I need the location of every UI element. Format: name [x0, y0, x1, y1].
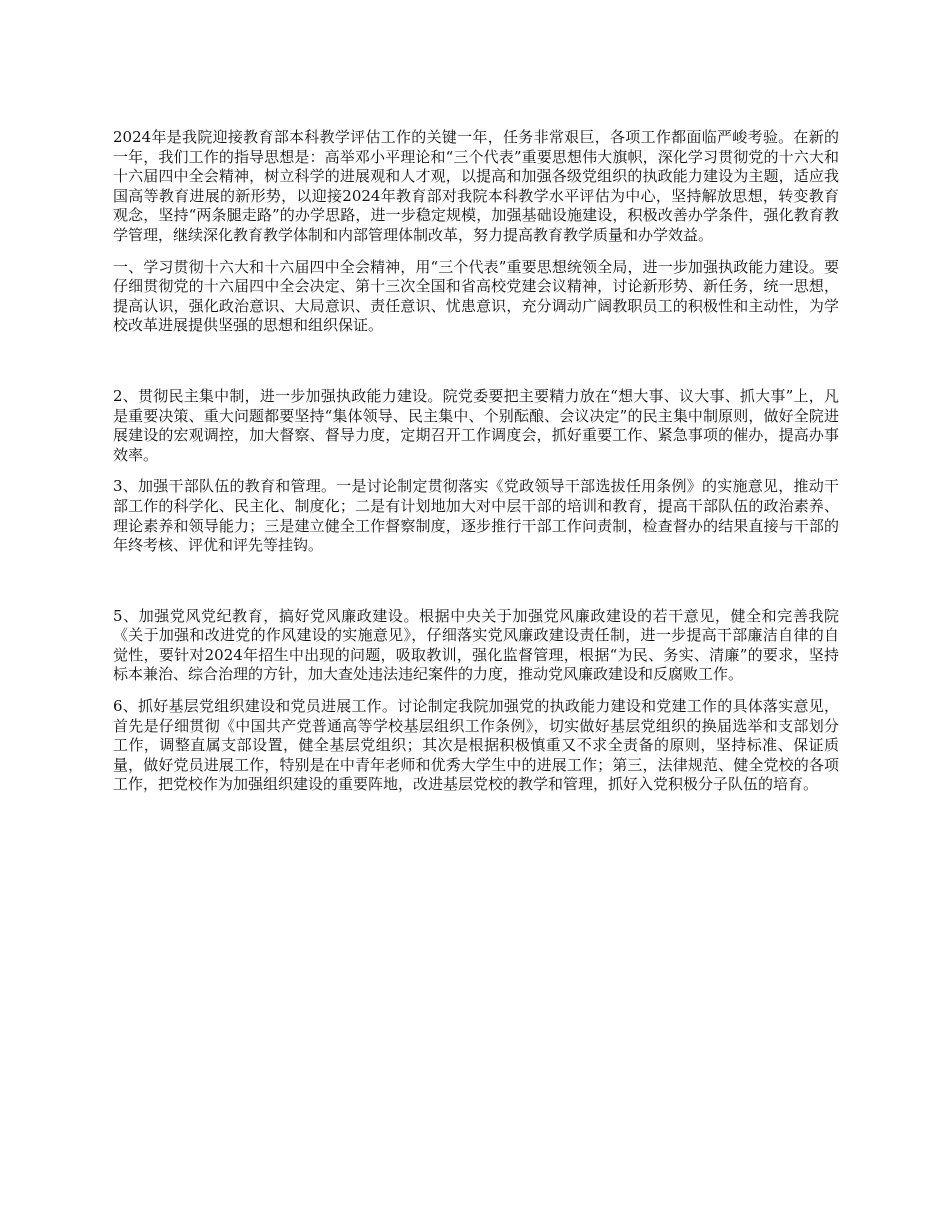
section-6-paragraph: 6、抓好基层党组织建设和党员进展工作。讨论制定我院加强党的执政能力建设和党建工作的具体落实意见，首先是仔细贯彻《中国共产党普通高等学校基层组织工作条例》，切实做好基层党组织的换届选举和支部划分工作，调整直属支部设置，健全基层党组织；其次是根据积极慎重又不求全责备的原则，坚持标准、保证质量，做好党员进展工作，特别是在中青年老师和优秀大学生中的进展工作；第三，法律规范、健全党校的各项工作，把党校作为加强组织建设的重要阵地，改进基层党校的教学和管理，抓好入党积极分子队伍的培育。 [113, 697, 839, 794]
section-5-paragraph: 5、加强党风党纪教育，搞好党风廉政建设。根据中央关于加强党风廉政建设的若干意见，健全和完善我院《关于加强和改进党的作风建设的实施意见》，仔细落实党风廉政建设责任制，进一步提高干部廉洁自律的自觉性，要针对2024年招生中出现的问题，吸取教训，强化监督管理，根据“为民、务实、清廉”的要求，坚持标本兼治、综合治理的方针，加大查处违法违纪案件的力度，推动党风廉政建设和反腐败工作。 [113, 606, 839, 684]
document-body [113, 128, 839, 795]
section-3-paragraph: 3、加强干部队伍的教育和管理。一是讨论制定贯彻落实《党政领导干部选拔任用条例》的实施意见，推动干部工作的科学化、民主化、制度化；二是有计划地加大对中层干部的培训和教育，提高干部队伍的政治素养、理论素养和领导能力；三是建立健全工作督察制度，逐步推行干部工作问责制，检查督办的结果直接与干部的年终考核、评优和评先等挂钩。 [113, 477, 839, 555]
intro-paragraph: 2024年是我院迎接教育部本科教学评估工作的关键一年，任务非常艰巨，各项工作都面临严峻考验。在新的一年，我们工作的指导思想是：高举邓小平理论和“三个代表”重要思想伟大旗帜，深化学习贯彻党的十六大和十六届四中全会精神，树立科学的进展观和人才观，以提高和加强各级党组织的执政能力建设为主题，适应我国高等教育进展的新形势，以迎接2024年教育部对我院本科教学水平评估为中心，坚持解放思想，转变教育观念，坚持“两条腿走路”的办学思路，进一步稳定规模，加强基础设施建设，积极改善办学条件，强化教育教学管理，继续深化教育教学体制和内部管理体制改革，努力提高教育教学质量和办学效益。 [113, 128, 839, 244]
section-2-paragraph: 2、贯彻民主集中制，进一步加强执政能力建设。院党委要把主要精力放在“想大事、议大事、抓大事”上，凡是重要决策、重大问题都要坚持“集体领导、民主集中、个别酝酿、会议决定”的民主集中制原则，做好全院进展建设的宏观调控，加大督察、督导力度，定期召开工作调度会，抓好重要工作、紧急事项的催办，提高办事效率。 [113, 386, 839, 464]
section-1-paragraph: 一、学习贯彻十六大和十六届四中全会精神，用“三个代表”重要思想统领全局，进一步加强执政能力建设。要仔细贯彻党的十六届四中全会决定、第十三次全国和省高校党建会议精神，讨论新形势、新任务，统一思想，提高认识，强化政治意识、大局意识、责任意识、忧患意识，充分调动广阔教职员工的积极性和主动性，为学校改革进展提供坚强的思想和组织保证。 [113, 257, 839, 335]
